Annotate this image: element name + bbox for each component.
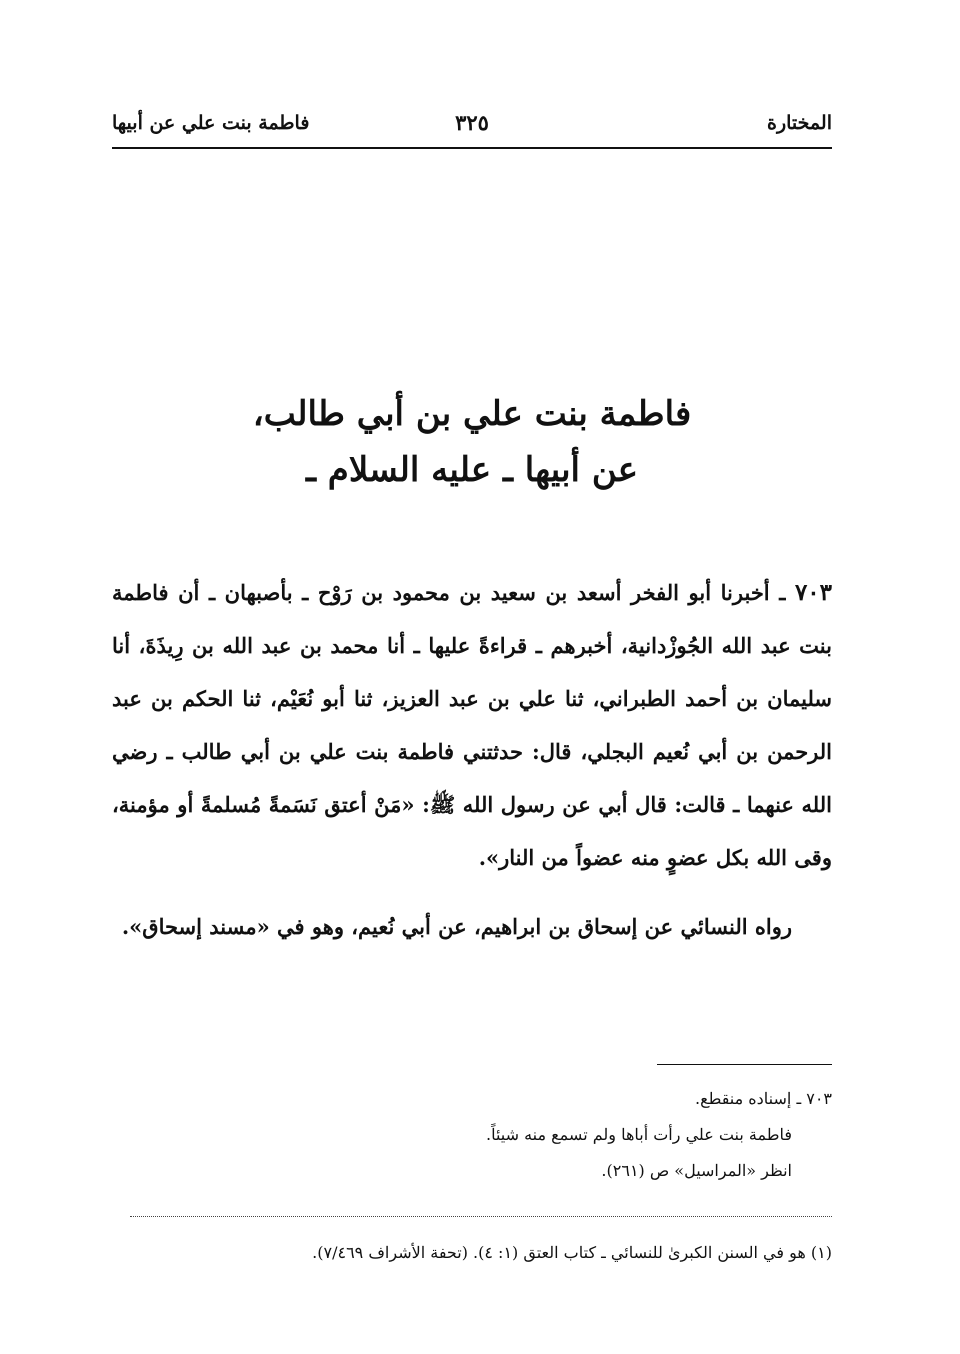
header-book-title: المختارة bbox=[767, 112, 832, 134]
hadith-note: رواه النسائي عن إسحاق بن ابراهيم، عن أبي نُعيم، وهو في «مسند إسحاق». bbox=[121, 914, 792, 939]
header-chapter-title: فاطمة بنت علي عن أبيها bbox=[112, 112, 310, 134]
dotted-rule bbox=[130, 1216, 832, 1217]
header-rule bbox=[112, 147, 832, 149]
chapter-title bbox=[112, 386, 832, 498]
chapter-title-line-2: عن أبيها ـ عليه السلام ـ bbox=[306, 450, 638, 490]
chapter-title-line-1: فاطمة بنت علي بن أبي طالب، bbox=[252, 394, 692, 434]
hadith-number: ٧٠٣ bbox=[794, 579, 833, 606]
bottom-footnote: (١) هو في السنن الكبرىٰ للنسائي ـ كتاب العتق (١: ٤). (تحفة الأشراف ٧/٤٦٩). bbox=[312, 1243, 832, 1262]
footnote-line-1: ٧٠٣ ـ إسناده منقطع. bbox=[694, 1089, 832, 1108]
hadith-paragraph bbox=[112, 566, 832, 884]
running-header bbox=[112, 106, 832, 146]
footnotes bbox=[112, 1081, 832, 1189]
main-text bbox=[112, 566, 832, 953]
hadith-text: ـ أخبرنا أبو الفخر أسعد بن سعيد بن محمود بن رَوْح ـ بأصبهان ـ أن فاطمة بنت عبد الله الجُوزْدانية، أخبرهم ـ قراءةً عليها ـ أنا محمد بن عبد الله بن رِيذَةَ، أنا سليمان بن أحمد الطبراني، ثنا علي بن عبد العزيز، ثنا أبو نُعَيْم، ثنا الحكم بن عبد الرحمن بن أبي نُعيم البجلي، قال: حدثتني فاطمة بنت علي بن أبي طالب ـ رضي الله عنهما ـ قالت: قال أبي عن رسول الله ﷺ: «مَنْ أعتق نَسَمةً مُسلمةً أو مؤمنة، وقى الله بكل عضوٍ منه عضواً من النار». bbox=[112, 580, 832, 870]
page-number: ٣٢٥ bbox=[455, 110, 489, 135]
footnote-line-3: انظر «المراسيل» ص (٢٦١). bbox=[601, 1161, 792, 1180]
footnote-rule bbox=[657, 1064, 832, 1065]
footnote-line-2: فاطمة بنت علي رأت أباها ولم تسمع منه شيئاً. bbox=[485, 1125, 792, 1144]
